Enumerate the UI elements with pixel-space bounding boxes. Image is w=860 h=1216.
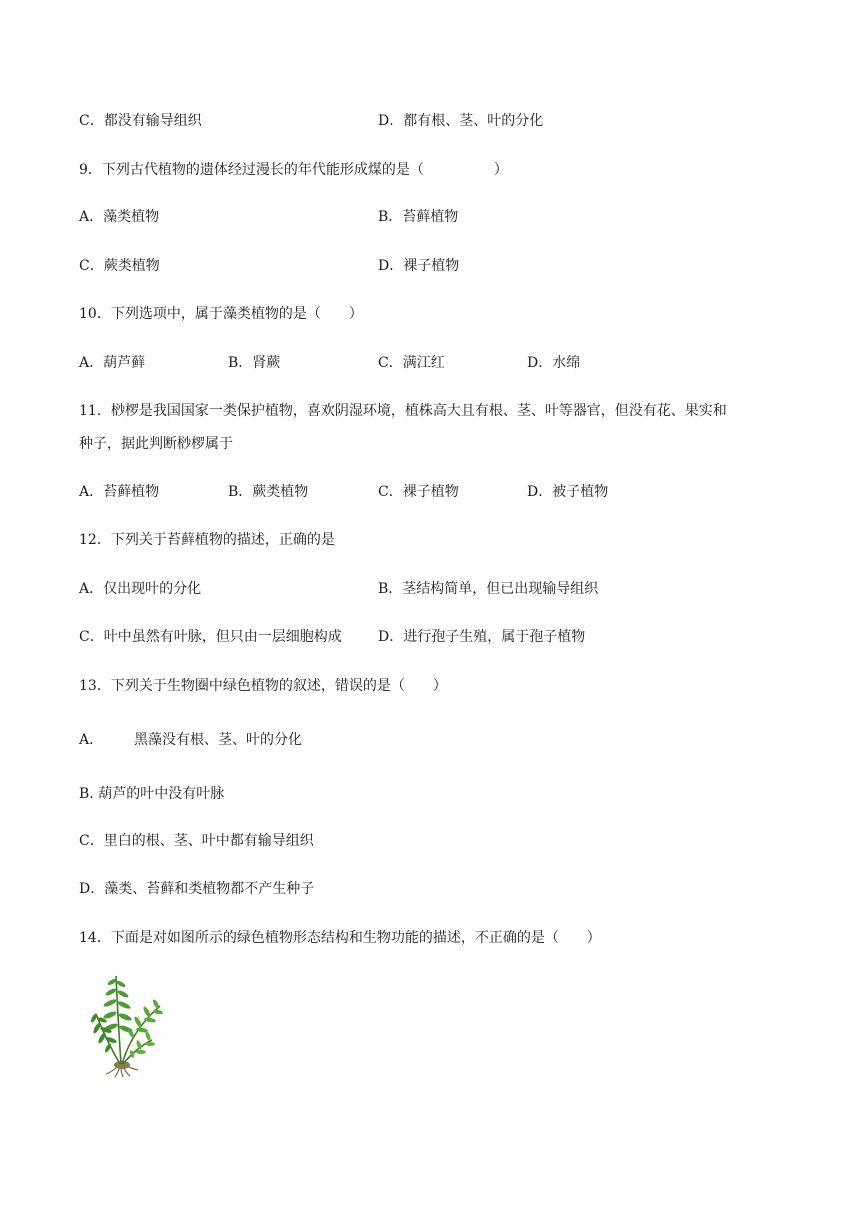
q12-option-c: C．叶中虽然有叶脉，但只由一层细胞构成 xyxy=(79,629,342,645)
q8-option-c: C．都没有输导组织 xyxy=(79,113,202,129)
q13-stem: 13．下列关于生物圈中绿色植物的叙述，错误的是（ ） xyxy=(79,678,447,694)
q12-option-a: A．仅出现叶的分化 xyxy=(79,581,202,597)
q11-option-a: A．苔藓植物 xyxy=(79,484,160,500)
q13-option-c: C．里白的根、茎、叶中都有输导组织 xyxy=(79,833,314,849)
q9-option-a: A．藻类植物 xyxy=(79,209,160,225)
fern-plant-icon xyxy=(88,970,168,1078)
q8-option-d: D．都有根、茎、叶的分化 xyxy=(378,113,544,129)
q13-option-d: D．藻类、苔藓和类植物都不产生种子 xyxy=(79,881,315,897)
q11-option-b: B．蕨类植物 xyxy=(228,484,309,500)
q10-option-d: D．水绵 xyxy=(527,355,581,371)
q9-stem: 9．下列古代植物的遗体经过漫长的年代能形成煤的是（ ） xyxy=(79,162,508,178)
q12-option-d: D．进行孢子生殖，属于孢子植物 xyxy=(378,629,586,645)
q11-stem-line2: 种子，据此判断桫椤属于 xyxy=(79,436,233,452)
q14-stem: 14．下面是对如图所示的绿色植物形态结构和生物功能的描述，不正确的是（ ） xyxy=(79,930,601,946)
q11-option-d: D．被子植物 xyxy=(527,484,609,500)
q11-option-c: C．裸子植物 xyxy=(378,484,459,500)
q12-option-b: B．茎结构简单，但已出现输导组织 xyxy=(378,581,599,597)
q13-option-b: B. 葫芦的叶中没有叶脉 xyxy=(79,786,225,802)
q10-stem: 10．下列选项中，属于藻类植物的是（ ） xyxy=(79,306,363,322)
q9-option-d: D．裸子植物 xyxy=(378,258,460,274)
q9-option-b: B．苔藓植物 xyxy=(378,209,459,225)
q11-stem-line1: 11．桫椤是我国国家一类保护植物，喜欢阴湿环境，植株高大且有根、茎、叶等器官，但没有花、果实和 xyxy=(79,403,727,419)
q10-option-c: C．满江红 xyxy=(378,355,445,371)
q10-option-b: B．肾蕨 xyxy=(228,355,281,371)
q9-option-c: C．蕨类植物 xyxy=(79,258,160,274)
q10-option-a: A．葫芦藓 xyxy=(79,355,146,371)
q13-option-a: 黑藻没有根、茎、叶的分化 xyxy=(134,732,302,748)
q12-stem: 12．下列关于苔藓植物的描述，正确的是 xyxy=(79,532,335,548)
q13-option-a-label: A． xyxy=(79,732,104,748)
